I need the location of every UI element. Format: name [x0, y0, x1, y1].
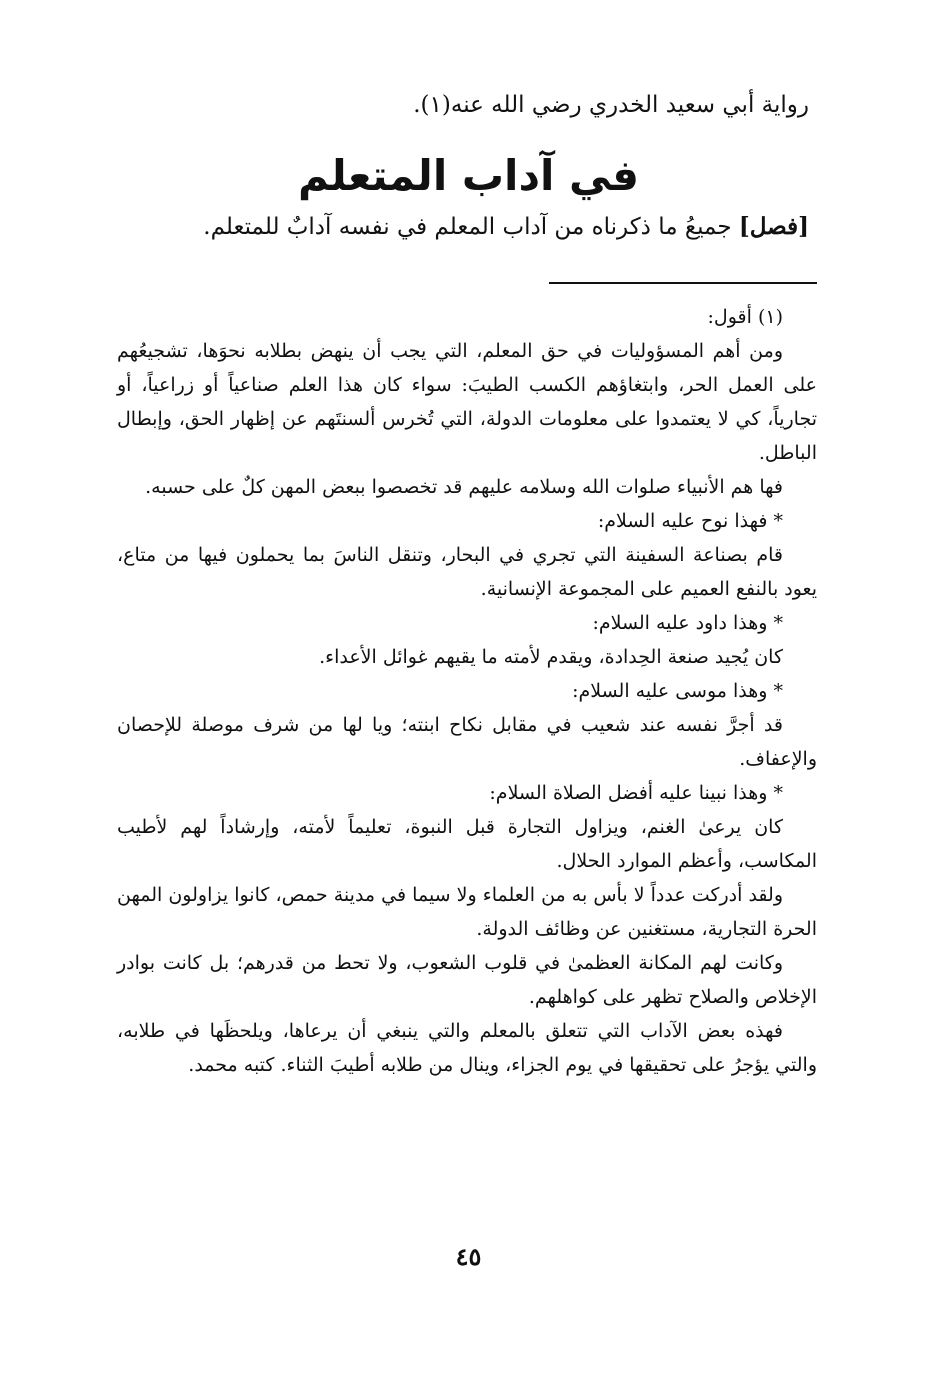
footnote-bullet: * فهذا نوح عليه السلام:	[597, 510, 783, 532]
footnote-paragraph: كان يُجيد صنعة الحِدادة، ويقدم لأمته ما يقيهم غوائل الأعداء.	[319, 646, 783, 668]
footnote-paragraph: فها هم الأنبياء صلوات الله وسلامه عليهم قد تخصصوا ببعض المهن كلٌ على حسبه.	[145, 476, 783, 498]
chapter-title: في آداب المتعلم	[297, 151, 640, 200]
footnote-paragraph: قام بصناعة السفينة التي تجري في البحار، وتنقل الناسَ بما يحملون فيها من متاع، يعود بالنفع العميم على المجموعة الإنسانية.	[117, 544, 817, 600]
footnote-paragraph: ومن أهم المسؤوليات في حق المعلم، التي يجب أن ينهض بطلابه نحوَها، تشجيعُهم على العمل الحر، وابتغاؤهم الكسب الطيبَ: سواء كان هذا العلم صناعياً أو زراعياً، أو تجارياً، كي لا يعتمدوا على معلومات الدولة، التي تُخرس ألسنتَهم عن إظهار الحق، وإبطال الباطل.	[117, 340, 817, 464]
page-number: ٤٥	[455, 1242, 482, 1271]
footnote-paragraph: قد أجرَّ نفسه عند شعيب في مقابل نكاح ابنته؛ ويا لها من شرف موصلة للإحصان والإعفاف.	[117, 714, 817, 770]
footnote-paragraph: وكانت لهم المكانة العظمىٰ في قلوب الشعوب، ولا تحط من قدرهم؛ بل كانت بوادر الإخلاص والصلاح تظهر على كواهلهم.	[117, 952, 817, 1008]
footnote-paragraph: فهذه بعض الآداب التي تتعلق بالمعلم والتي ينبغي أن يرعاها، ويلحظَها في طلابه، والتي يؤجرُ على تحقيقها في يوم الجزاء، وينال من طلابه أطيبَ الثناء. كتبه محمد.	[117, 1020, 817, 1076]
footnote-bullet: * وهذا نبينا عليه أفضل الصلاة السلام:	[489, 782, 783, 804]
footnote-bullet: * وهذا داود عليه السلام:	[592, 612, 783, 634]
footnote-divider	[549, 282, 817, 284]
carryover-line: رواية أبي سعيد الخدري رضي الله عنه(١).	[413, 92, 809, 118]
footnote-bullet: * وهذا موسى عليه السلام:	[572, 680, 783, 702]
section-label: [فصل]	[738, 213, 809, 240]
section-heading	[119, 208, 809, 246]
footnote-paragraph: كان يرعىٰ الغنم، ويزاول التجارة قبل النبوة، تعليماً لأمته، وإرشاداً لهم لأطيب المكاسب، وأعظم الموارد الحلال.	[117, 816, 817, 872]
section-text: جميعُ ما ذكرناه من آداب المعلم في نفسه آدابٌ للمتعلم.	[203, 214, 739, 240]
footnote-block	[117, 300, 817, 1082]
footnote-paragraph: ولقد أدركت عدداً لا بأس به من العلماء ولا سيما في مدينة حمص، كانوا يزاولون المهن الحرة التجارية، مستغنين عن وظائف الدولة.	[117, 884, 817, 940]
footnote-heading: (١) أقول:	[707, 306, 783, 328]
